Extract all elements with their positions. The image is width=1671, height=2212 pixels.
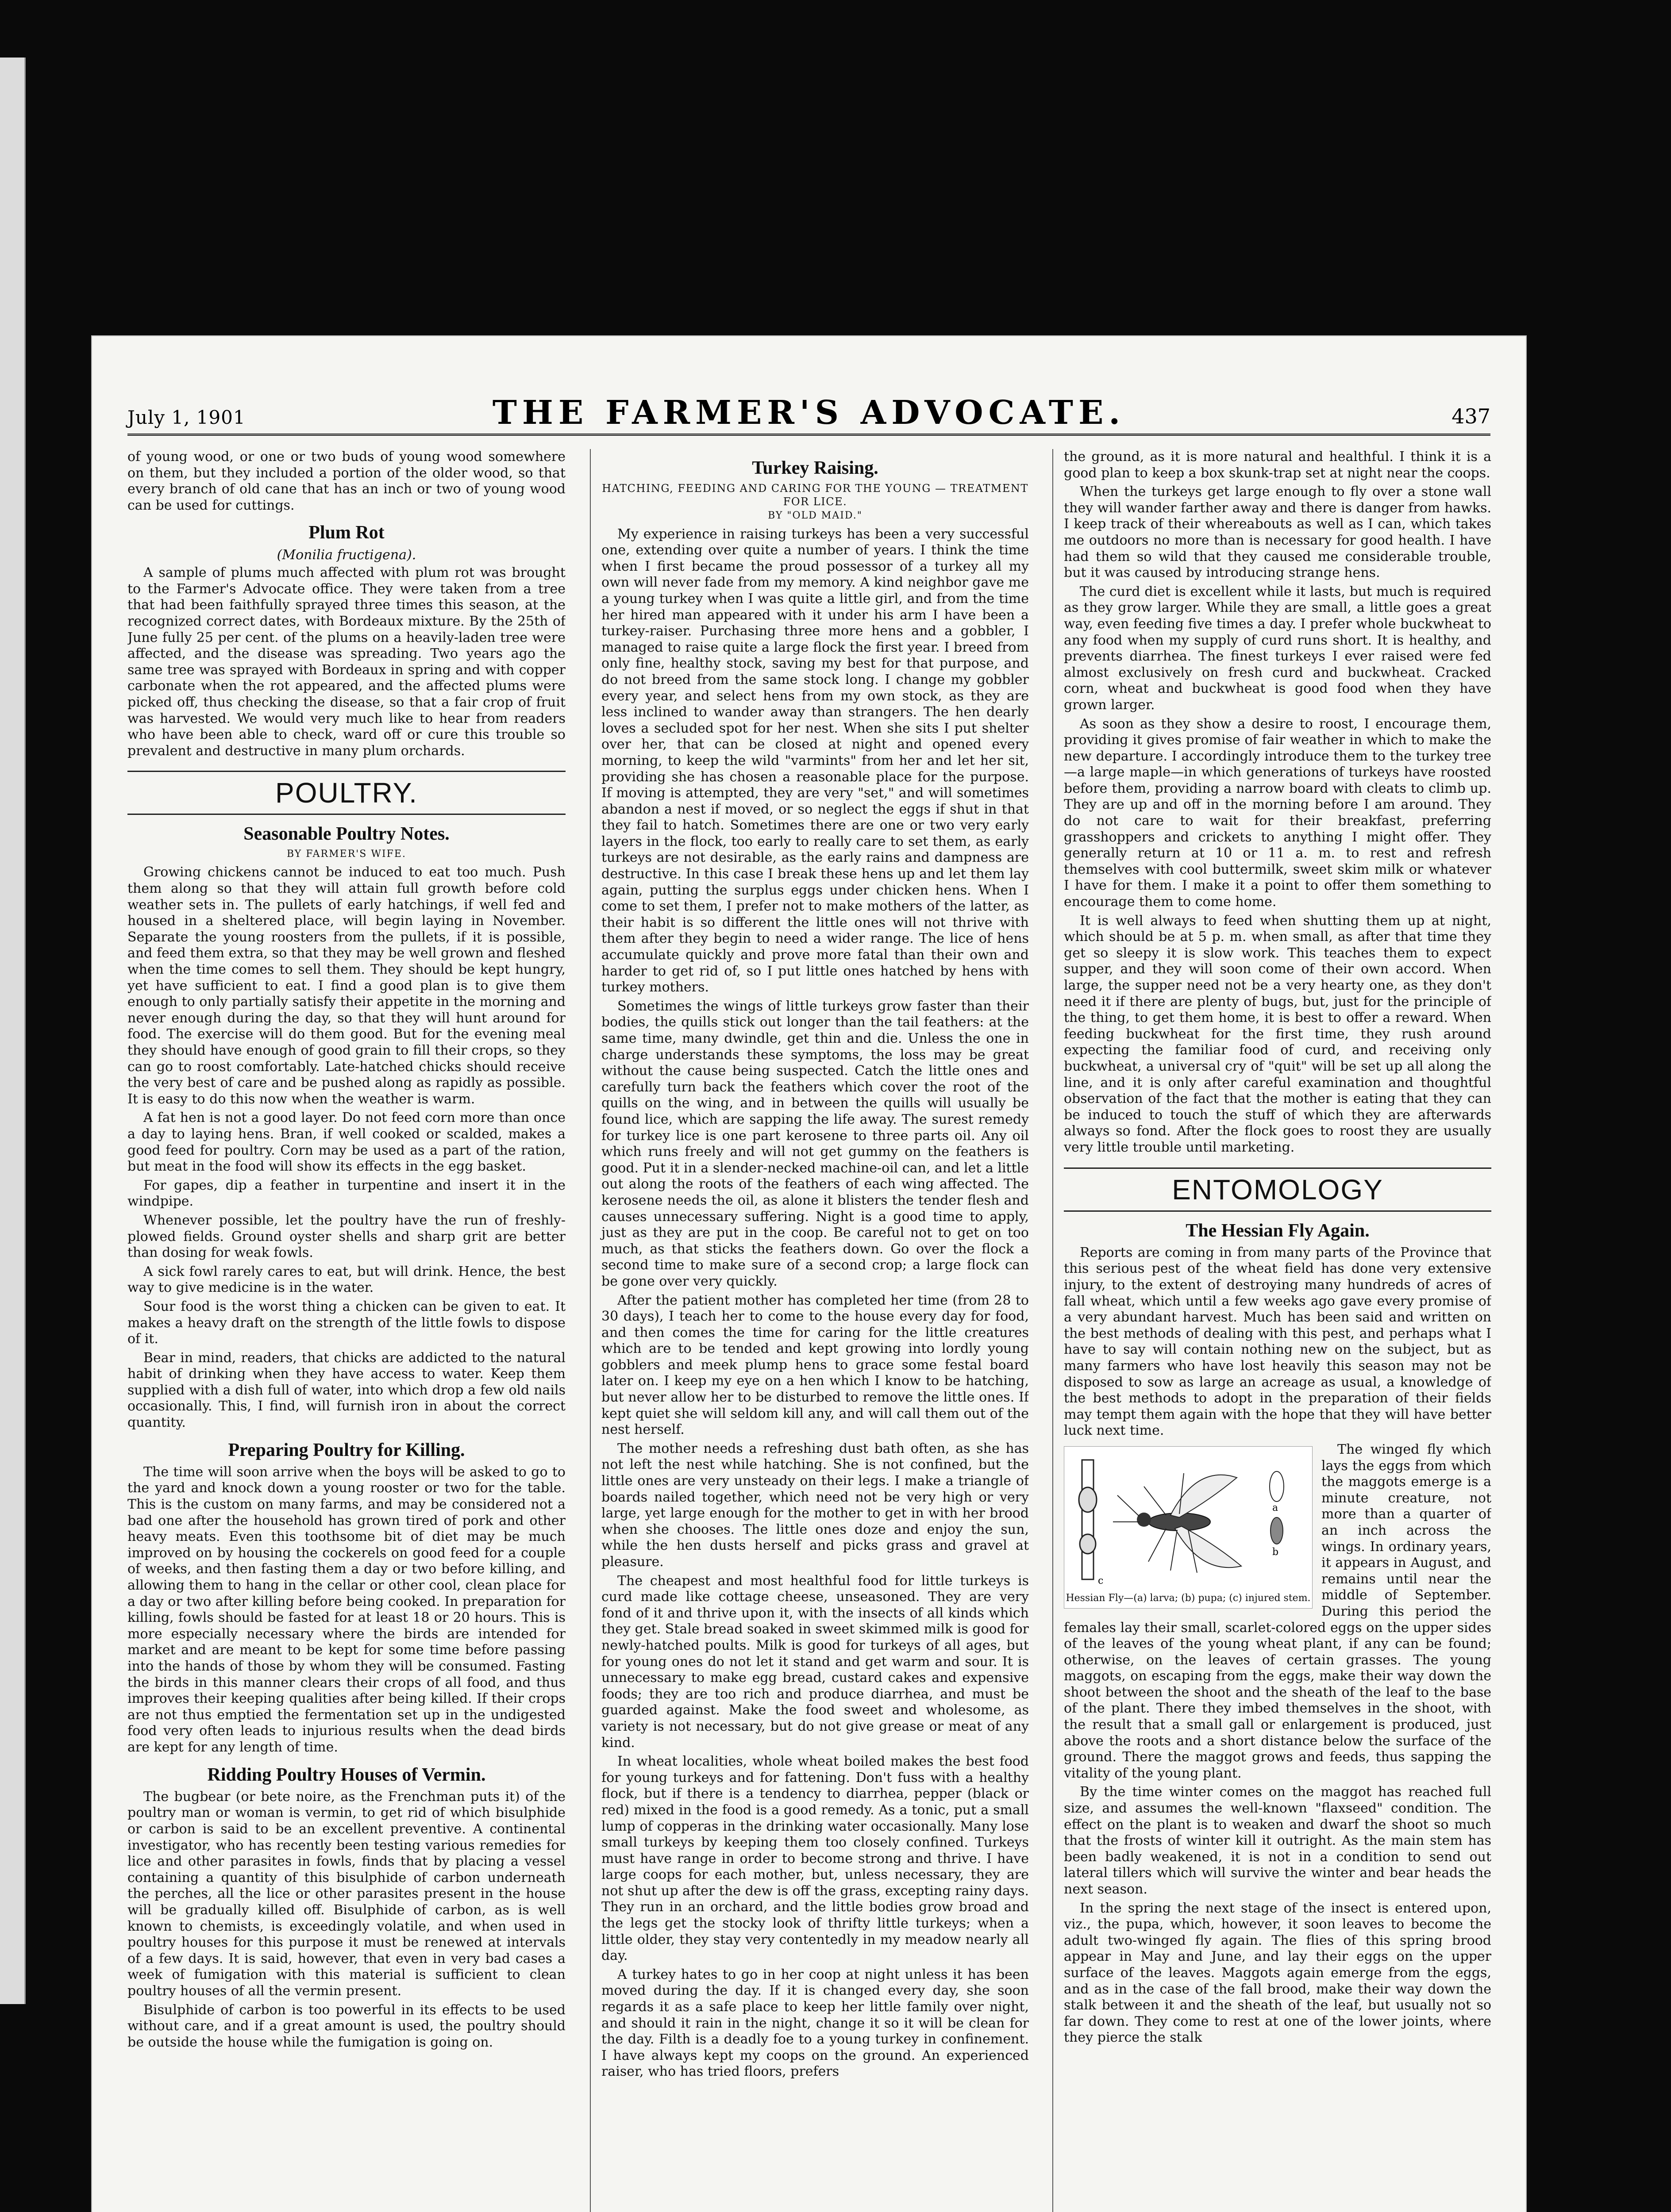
column-3	[1052, 449, 1491, 2212]
paragraph: By the time winter comes on the maggot has reached full size, and assumes the well-known "flaxseed" condition. The effect on the plant is to weaken and dwarf the shoot so much that the frosts of winter kill it outright. As the main stem has been badly weakened, it is not in a condition to send out lateral tillers which will survive the winter and bear heads the next season.	[1064, 1784, 1491, 1897]
svg-text:c: c	[1098, 1575, 1104, 1586]
svg-text:b: b	[1272, 1546, 1279, 1558]
plum-rot-subtitle: (Monilia fructigena).	[277, 547, 416, 563]
hessian-fly-illustration	[1069, 1447, 1308, 1593]
masthead: THE FARMER'S ADVOCATE.	[492, 394, 1126, 432]
continued-text: of young wood, or one or two buds of young wood somewhere on them, but they included a portion of the older wood, so that every branch of old cane that has an inch or two of young wood can be used for cuttings.	[127, 449, 566, 513]
paragraph: My experience in raising turkeys has been a very successful one, extending over quite a number of years. I think the time when I first became the proud possessor of a turkey all my own will never fade from my memory. A kind neighbor gave me a young turkey when I was quite a little girl, and from the time her hired man appeared with it under his arm I have been a turkey-raiser. Purchasing three more hens and a gobbler, I managed to raise quite a large flock the first year. I breed from only fine, healthy stock, saving my best for that purpose, and do not breed from the same stock long. I change my gobbler every year, and select hens from my own stock, as they are less inclined to wander away than strangers. The hen dearly loves a secluded spot for her nest. When she sits I put shelter over her, that can be closed at night and opened every morning, to keep the wild "varmints" from her and let her sit, providing she has chosen a reasonable place for the purpose. If moving is attempted, they are very "set," and will sometimes abandon a nest if moved, or so neglect the eggs if shut in that they fail to hatch. Sometimes there are one or two very early layers in the flock, too early to really care to set them, as early turkeys are not desirable, as the early rains and dampness are destructive. In this case I break these hens up and let them lay again, putting the surplus eggs under chicken hens. When I come to set them, I prefer not to make mothers of the latter, as their habit is so different the little ones will not thrive with them after they begin to need a wider range. The lice of hens accumulate quickly and prove more fatal than their own and harder to get rid of, so I put little ones hatched by hens with turkey mothers.	[601, 526, 1029, 995]
preparing-title: Preparing Poultry for Killing.	[228, 1440, 465, 1460]
paragraph: For gapes, dip a feather in turpentine and insert it in the windpipe.	[127, 1177, 566, 1210]
paragraph: In wheat localities, whole wheat boiled makes the best food for young turkeys and for fattening. Don't fuss with a healthy flock, but if there is a tendency to diarrhea, pepper (black or red) mixed in the food is a good remedy. As a tonic, put a small lump of copperas in the drinking water occasionally. Many lose small turkeys by keeping them too closely confined. Turkeys must have range in order to become strong and thrive. I have large coops for each mother, but, unless necessary, they are not shut up after the dew is off the grass, excepting rainy days. They run in an orchard, and the little bodies grow broad and the legs get the stocky look of thrifty little turkeys; when a little older, they stay very contentedly in my meadow nearly all day.	[601, 1754, 1029, 1964]
paragraph: A sick fowl rarely cares to eat, but will drink. Hence, the best way to give medicine is in the water.	[127, 1263, 566, 1296]
paragraph: The cheapest and most healthful food for little turkeys is curd made like cottage cheese, unseasoned. They are very fond of it and thrive upon it, with the insects of all kinds which they get. Stale bread soaked in sweet skimmed milk is good for newly-hatched poults. Milk is good for turkeys of all ages, but for young ones do not let it stand and get warm and sour. It is unnecessary to make egg bread, custard cakes and expensive foods; they are too rich and produce diarrhea, and must be guarded against. Make the food sweet and wholesome, as variety is not necessary, but do not give grease or meat of any kind.	[601, 1573, 1029, 1751]
paragraph: As soon as they show a desire to roost, I encourage them, providing it gives promise of fair weather in which to make the new departure. I accordingly introduce them to the turkey tree—a large maple—in which generations of turkeys have roosted before them, providing a narrow board with cleats to climb up. They are up and off in the morning before I am around. They do not care to wait for their breakfast, preferring grasshoppers and crickets to anything I might offer. They generally return at 10 or 11 a. m. to rest and refresh themselves with cool buttermilk, sweet skim milk or whatever I have for them. I make it a point to offer them something to encourage them to come home.	[1064, 716, 1491, 910]
ridding-title: Ridding Poultry Houses of Vermin.	[207, 1764, 486, 1785]
issue-date: July 1, 1901	[127, 407, 246, 428]
page-header	[127, 394, 1490, 436]
previous-page-edge	[0, 58, 26, 2004]
paragraph: Bear in mind, readers, that chicks are addicted to the natural habit of drinking when they have access to water. Keep them supplied with a dish full of water, into which drop a few old nails occasionally. This, I find, will furnish iron in about the correct quantity.	[127, 1350, 566, 1431]
paragraph: Sometimes the wings of little turkeys grow faster than their bodies, the quills stick out longer than the tail feathers: at the same time, many dwindle, get thin and die. Unless the one in charge understands these symptoms, the loss may be great without the cause being suspected. Catch the little ones and carefully turn back the feathers which cover the root of the quills on the wing, and in between the quills will usually be found lice, which are sapping the life away. The surest remedy for turkey lice is one part kerosene to three parts oil. Any oil which runs freely and will not get gummy on the feathers is good. Put it in a slender-necked machine-oil can, and let a little out along the roots of the feathers of each wing affected. The kerosene needs the oil, as alone it blisters the tender flesh and causes unnecessary suffering. Night is a good time to apply, just as they are put in the coop. Be careful not to get on too much, as that sticks the feathers down. Go over the flock a second time to make sure of a second crop; a large flock can be gone over very quickly.	[601, 998, 1029, 1289]
paragraph: In the spring the next stage of the insect is entered upon, viz., the pupa, which, however, it soon leaves to become the adult two-winged fly again. The flies of this spring brood appear in May and June, and lay their eggs on the upper surface of the leaves. Maggots again emerge from the eggs, and as in the case of the fall brood, make their way down the stalk between it and the sheath of the leaf, but usually not so far down. They come to rest at one of the lower joints, where they pierce the stalk	[1064, 1900, 1491, 2046]
plum-rot-title: Plum Rot	[308, 522, 385, 543]
paragraph: Growing chickens cannot be induced to eat too much. Push them along so that they will attain full growth before cold weather sets in. The pullets of early hatchings, if well fed and housed in a sheltered place, will begin laying in November. Separate the young roosters from the pullets, if it is possible, and feed them extra, so that they may be well grown and fleshed when the time comes to sell them. They should be kept hungry, yet have sufficient to eat. I find a good plan is to give them enough to only partially satisfy their appetite in the morning and never enough during the day, so that they will hunt around for food. The exercise will do them good. But for the evening meal they should have enough of good grain to fill their crops, so they can go to roost comfortably. Late-hatched chicks should receive the very best of care and be pushed along as rapidly as possible. It is easy to do this now when the weather is warm.	[127, 864, 566, 1107]
hessian-title: The Hessian Fly Again.	[1186, 1220, 1370, 1241]
paragraph: The mother needs a refreshing dust bath often, as she has not left the nest while hatching. She is not confined, but the little ones are very unsteady on their legs. I make a triangle of boards nailed together, which need not be very high or very large, yet large enough for the mother to get in with her brood when she chooses. The little ones doze and enjoy the sun, while the hen dusts herself and picks grass and gravel at pleasure.	[601, 1440, 1029, 1570]
paragraph: The bugbear (or bete noire, as the Frenchman puts it) of the poultry man or woman is vermin, to get rid of which bisulphide or carbon is said to be an excellent preventive. A continental investigator, who has recently been testing various remedies for lice and other parasites in fowls, finds that by placing a vessel containing a quantity of this bisulphide of carbon underneath the perches, all the lice or other parasites present in the house will be gradually killed off. Bisulphide of carbon, as is well known to chemists, is exceedingly volatile, and when used in poultry houses for this purpose it must be renewed at intervals of a few days. It is said, however, that even in very bad cases a week of fumigation with this material is sufficient to clean poultry houses of all the vermin present.	[127, 1789, 566, 1999]
newspaper-page	[92, 336, 1526, 2212]
paragraph: The winged fly which lays the eggs from which the maggots emerge is a minute creature, not more than a quarter of an inch across the wings. In ordinary years, it appears in August, and remains until near the middle of September. During this period the females lay their small, scarlet-colored eggs on the upper sides of the leaves of the young wheat plant, if any can be found; otherwise, on the leaves of certain grasses. The young maggots, on escaping from the eggs, make their way down the shoot between the shoot and the sheath of the leaf to the base of the plant. There they imbed themselves in the shoot, with the result that a small gall or enlargement is produced, just above the roots and a short distance below the surface of the ground. There the maggot grows and feeds, thus sapping the vitality of the young plant.	[1064, 1441, 1491, 1781]
svg-text:a: a	[1272, 1502, 1278, 1513]
paragraph: It is well always to feed when shutting them up at night, which should be at 5 p. m. when small, as after that time they get so sleepy it is slow work. This teaches them to expect supper, and they will soon come of their own accord. When large, the supper need not be a very hearty one, as they don't need it if there are plenty of bugs, but, just for the principle of the thing, to get them home, it is best to offer a reward. When feeding buckwheat for the first time, they rush around expecting the familiar food of curd, and receiving only buckwheat, a universal cry of "quit" will be set up all along the line, and it is only after careful examination and thoughtful observation of the fact that the mother is eating that they can be induced to touch the stuff of which they are afterwards always so fond. After the flock goes to roost they are usually very little trouble until marketing.	[1064, 913, 1491, 1155]
paragraph: When the turkeys get large enough to fly over a stone wall they will wander farther away and there is danger from hawks. I keep track of their whereabouts as well as I can, which takes me outdoors no more than is necessary for good health. I have had them so wild that they caused me considerable trouble, but it was caused by introducing strange hens.	[1064, 484, 1491, 581]
seasonable-title: Seasonable Poultry Notes.	[243, 824, 450, 845]
paragraph: Bisulphide of carbon is too powerful in its effects to be used without care, and if a great amount is used, the poultry should be outside the house while the fumigation is going on.	[127, 2002, 566, 2050]
paragraph: Reports are coming in from many parts of the Province that this serious pest of the wheat field has done very extensive injury, to the extent of destroying many hundreds of acres of fall wheat, which until a few weeks ago gave every promise of a very abundant harvest. Much has been said and written on the best methods of dealing with this pest, and perhaps what I have to say will contain nothing new on the subject, but as many farmers who have lost heavily this season may not be disposed to sow as large an acreage as usual, a knowledge of the best methods to adopt in the preparation of their fields may tempt them again with the hope that they will have better luck next time.	[1064, 1244, 1491, 1439]
column-2	[590, 449, 1029, 2212]
paragraph: the ground, as it is more natural and healthful. I think it is a good plan to keep a box skunk-trap set at night near the coops.	[1064, 449, 1491, 481]
section-entomology: ENTOMOLOGY	[1064, 1167, 1491, 1212]
turkey-subhead: HATCHING, FEEDING AND CARING FOR THE YOUNG — TREATMENT FOR LICE.	[602, 482, 1028, 508]
paragraph: Whenever possible, let the poultry have the run of freshly-plowed fields. Ground oyster shells and sharp grit are better than dosing for weak fowls.	[127, 1212, 566, 1261]
section-poultry: POULTRY.	[127, 771, 566, 815]
paragraph: The curd diet is excellent while it lasts, but much is required as they grow larger. While they are small, a little goes a great way, even feeding five times a day. I prefer whole buckwheat to any food when my supply of curd runs short. It is healthy, and prevents diarrhea. The finest turkeys I ever raised were fed almost exclusively on fresh curd and buckwheat. Cracked corn, wheat and buckwheat is good food when they have grown larger.	[1064, 584, 1491, 713]
figure-caption: Hessian Fly—(a) larva; (b) pupa; (c) injured stem.	[1066, 1592, 1311, 1604]
column-1	[127, 449, 566, 2212]
preparing-body: The time will soon arrive when the boys will be asked to go to the yard and knock down a young rooster or two for the table. This is the custom on many farms, and may be considered not a bad one after the household has grown tired of pork and other heavy meats. Even this toothsome bit of diet may be much improved on by housing the cockerels on good feed for a couple of weeks, and then fasting them a day or two before killing, and allowing them to hang in the cellar or other cool, clean place for a day or two after killing before being cooked. In preparation for killing, fowls should be fasted for at least 18 or 20 hours. This is more especially necessary where the birds are intended for market and are meant to be kept for some time before passing into the hands of those by whom they will be consumed. Fasting the birds in this manner clears their crops of all food, and thus improves their keeping qualities after being killed. If their crops are not thus emptied the fermentation set up in the undigested food very often leads to injurious results when the dead birds are kept for any length of time.	[127, 1464, 566, 1755]
paragraph: Sour food is the worst thing a chicken can be given to eat. It makes a heavy draft on the strength of the little fowls to dispose of it.	[127, 1298, 566, 1347]
turkey-title: Turkey Raising.	[752, 458, 878, 478]
page-number: 437	[1452, 404, 1490, 428]
seasonable-byline: BY FARMER'S WIFE.	[287, 848, 406, 860]
plum-rot-body: A sample of plums much affected with plum rot was brought to the Farmer's Advocate office. They were taken from a tree that had been faithfully sprayed three times this season, at the recognized correct dates, with Bordeaux mixture. By the 25th of June fully 25 per cent. of the plums on a heavily-laden tree were affected, and the disease was spreading. Two years ago the same tree was sprayed with Bordeaux in spring and with copper carbonate when the rot appeared, and the affected plums were picked off, thus checking the disease, so that a fair crop of fruit was harvested. We would very much like to hear from readers who have been able to check, ward off or cure this trouble so prevalent and destructive in many plum orchards.	[127, 565, 566, 759]
paragraph: After the patient mother has completed her time (from 28 to 30 days), I teach her to come to the house every day for food, and then comes the time for caring for the little creatures which are to be tended and kept growing into lordly young gobblers and meek plump hens to grace some festal board later on. I keep my eye on a hen which I know to be hatching, but never allow her to be disturbed to remove the little ones. If kept quiet she will seldom kill any, and will call them out of the nest herself.	[601, 1292, 1029, 1438]
hessian-fly-figure	[1064, 1446, 1313, 1609]
paragraph: A turkey hates to go in her coop at night unless it has been moved during the day. If it is changed every day, she soon regards it as a safe place to keep her little family over night, and should it rain in the night, change it so it will be clean for the day. Filth is a deadly foe to a young turkey in confinement. I have always kept my coops on the ground. An experienced raiser, who has tried floors, prefers	[601, 1966, 1029, 2080]
paragraph: A fat hen is not a good layer. Do not feed corn more than once a day to laying hens. Bran, if well cooked or scalded, makes a good feed for poultry. Corn may be used as a part of the ration, but meat in the food will show its effects in the egg basket.	[127, 1110, 566, 1175]
turkey-byline: BY "OLD MAID."	[768, 510, 862, 521]
